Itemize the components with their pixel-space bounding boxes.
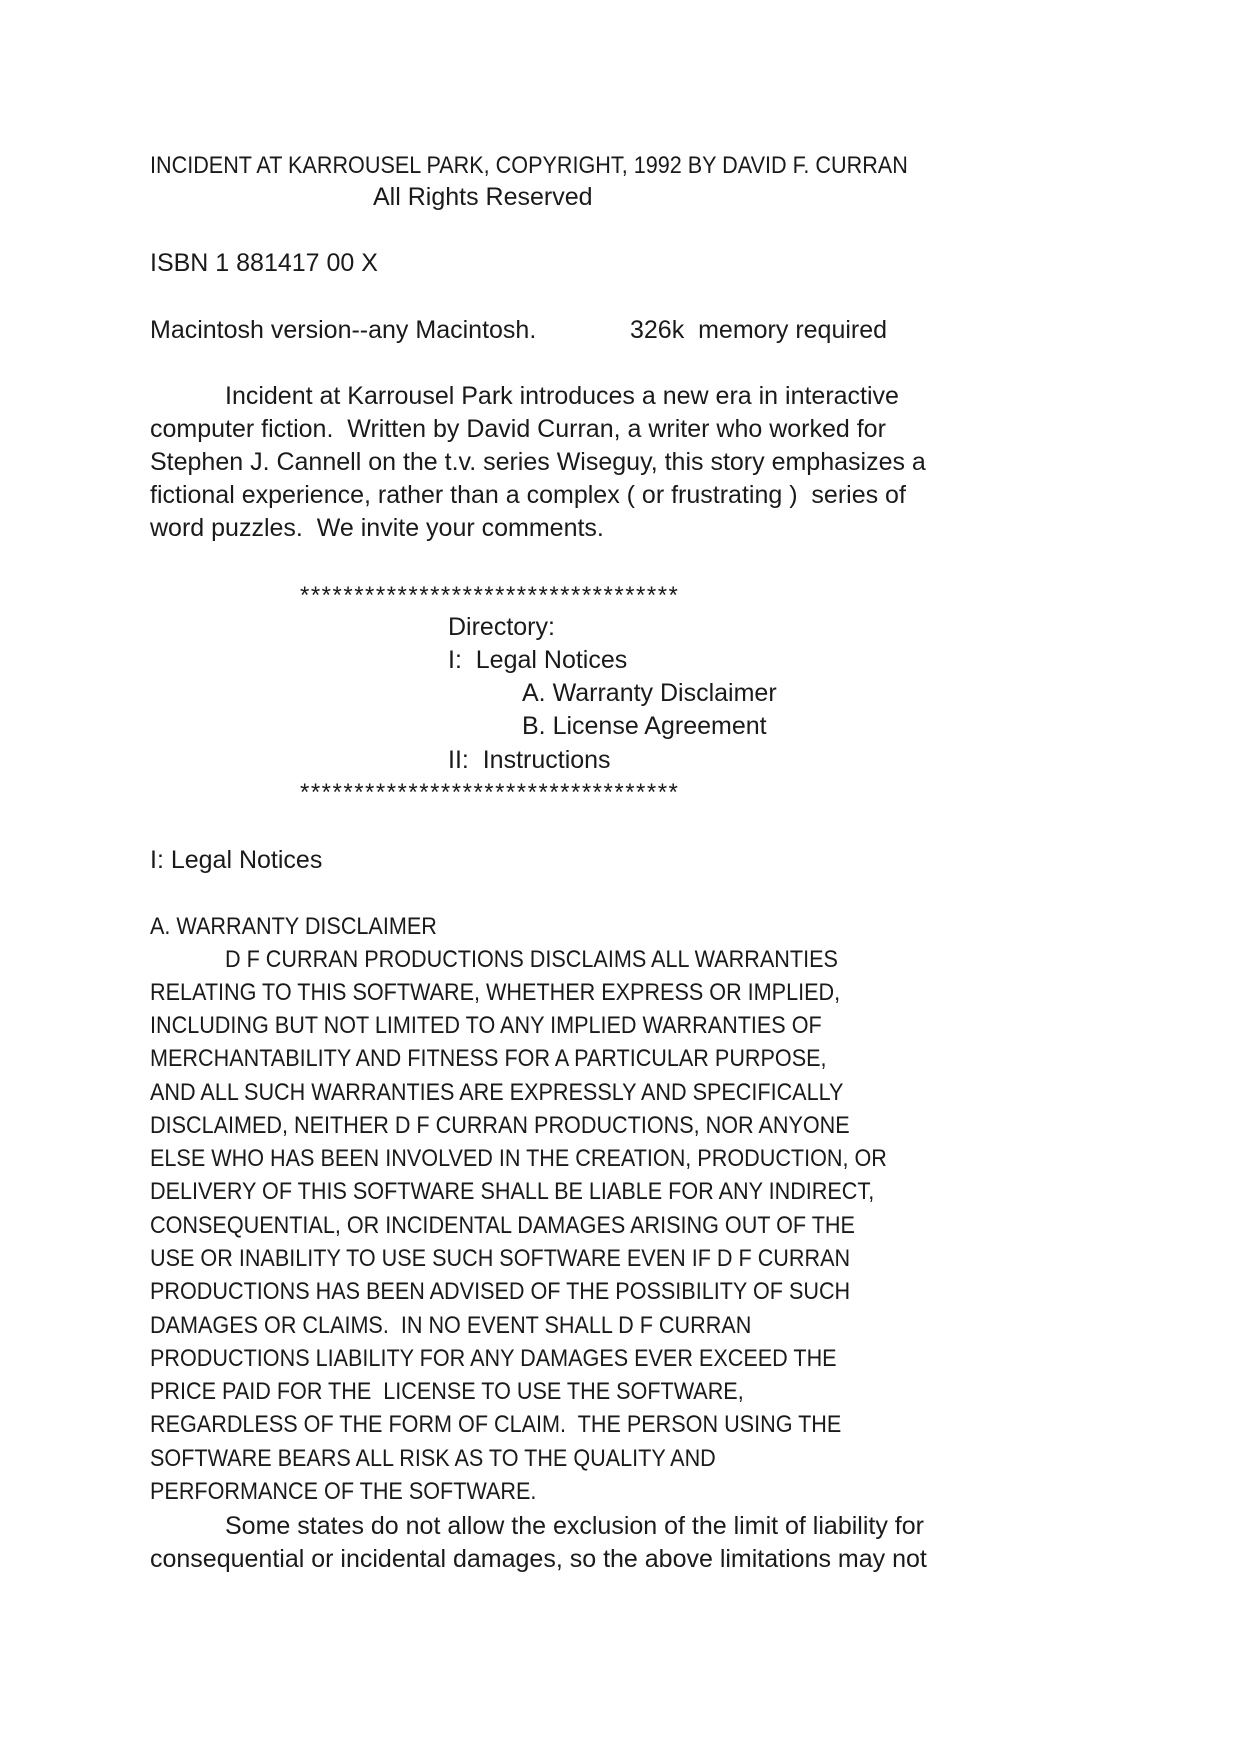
- warranty-line: REGARDLESS OF THE FORM OF CLAIM. THE PERSON USING THE: [150, 1411, 842, 1438]
- directory-item-legal-notices: I: Legal Notices: [448, 646, 628, 674]
- warranty-line: PERFORMANCE OF THE SOFTWARE.: [150, 1478, 537, 1505]
- rights-line: All Rights Reserved: [373, 183, 593, 211]
- warranty-line: INCLUDING BUT NOT LIMITED TO ANY IMPLIED WARRANTIES OF: [150, 1012, 822, 1039]
- warranty-line: USE OR INABILITY TO USE SUCH SOFTWARE EVEN IF D F CURRAN: [150, 1245, 851, 1272]
- warranty-line: ELSE WHO HAS BEEN INVOLVED IN THE CREATION, PRODUCTION, OR: [150, 1145, 887, 1172]
- directory-stars-top: ***********************************: [300, 582, 680, 609]
- warranty-line: PRICE PAID FOR THE LICENSE TO USE THE SOFTWARE,: [150, 1378, 744, 1405]
- warranty-line: CONSEQUENTIAL, OR INCIDENTAL DAMAGES ARISING OUT OF THE: [150, 1212, 855, 1239]
- warranty-line: D F CURRAN PRODUCTIONS DISCLAIMS ALL WARRANTIES: [225, 946, 838, 973]
- intro-line: computer fiction. Written by David Curran, a writer who worked for: [150, 415, 886, 443]
- warranty-line: DISCLAIMED, NEITHER D F CURRAN PRODUCTIONS, NOR ANYONE: [150, 1112, 850, 1139]
- states-line: Some states do not allow the exclusion of the limit of liability for: [225, 1512, 924, 1540]
- directory-stars-bottom: ***********************************: [300, 779, 680, 806]
- version-line: Macintosh version--any Macintosh.: [150, 316, 537, 344]
- directory-item-warranty: A. Warranty Disclaimer: [522, 679, 777, 707]
- intro-line: fictional experience, rather than a complex ( or frustrating ) series of: [150, 481, 906, 509]
- intro-line: Stephen J. Cannell on the t.v. series Wiseguy, this story emphasizes a: [150, 448, 926, 476]
- warranty-line: DAMAGES OR CLAIMS. IN NO EVENT SHALL D F CURRAN: [150, 1312, 752, 1339]
- warranty-line: PRODUCTIONS HAS BEEN ADVISED OF THE POSSIBILITY OF SUCH: [150, 1278, 851, 1305]
- title-line: INCIDENT AT KARROUSEL PARK, COPYRIGHT, 1992 BY DAVID F. CURRAN: [150, 152, 908, 179]
- warranty-line: PRODUCTIONS LIABILITY FOR ANY DAMAGES EVER EXCEED THE: [150, 1345, 837, 1372]
- directory-title: Directory:: [448, 613, 555, 641]
- directory-item-license: B. License Agreement: [522, 712, 767, 740]
- states-line: consequential or incidental damages, so the above limitations may not: [150, 1545, 927, 1573]
- warranty-heading: A. WARRANTY DISCLAIMER: [150, 913, 437, 940]
- warranty-line: AND ALL SUCH WARRANTIES ARE EXPRESSLY AND SPECIFICALLY: [150, 1079, 844, 1106]
- section-heading-legal-notices: I: Legal Notices: [150, 846, 323, 874]
- intro-line: word puzzles. We invite your comments.: [150, 514, 604, 542]
- memory-line: 326k memory required: [630, 316, 888, 344]
- warranty-line: RELATING TO THIS SOFTWARE, WHETHER EXPRESS OR IMPLIED,: [150, 979, 841, 1006]
- warranty-line: DELIVERY OF THIS SOFTWARE SHALL BE LIABLE FOR ANY INDIRECT,: [150, 1178, 875, 1205]
- directory-item-instructions: II: Instructions: [448, 746, 611, 774]
- intro-line: Incident at Karrousel Park introduces a new era in interactive: [225, 382, 899, 410]
- isbn-line: ISBN 1 881417 00 X: [150, 249, 378, 277]
- warranty-line: MERCHANTABILITY AND FITNESS FOR A PARTICULAR PURPOSE,: [150, 1045, 827, 1072]
- warranty-line: SOFTWARE BEARS ALL RISK AS TO THE QUALITY AND: [150, 1445, 716, 1472]
